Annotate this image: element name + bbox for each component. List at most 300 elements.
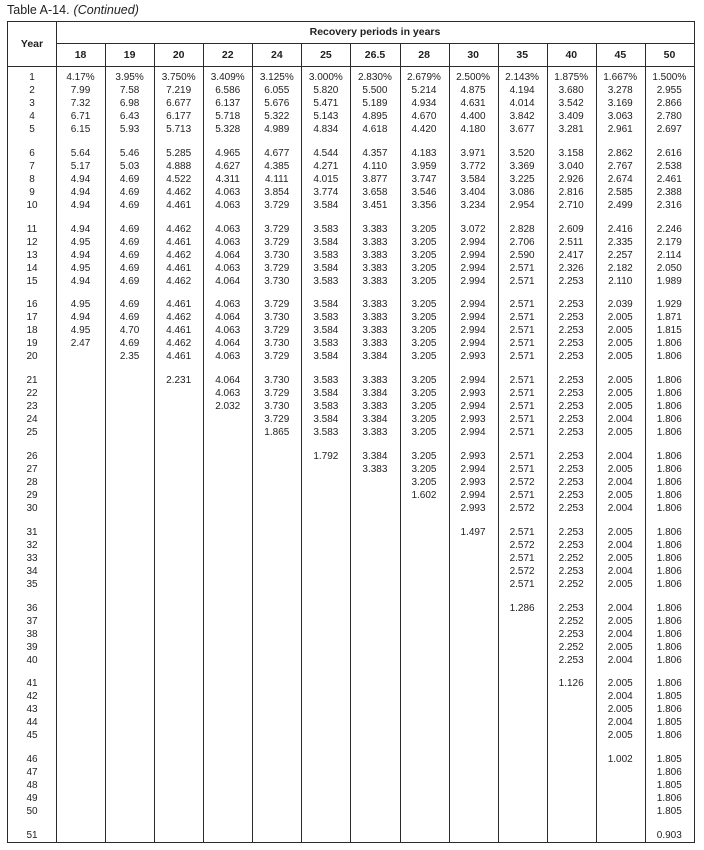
value-cell xyxy=(154,602,203,615)
value-cell: 2.004 xyxy=(607,602,633,614)
value-cell xyxy=(399,753,448,766)
value-cell xyxy=(203,413,252,426)
value-cell xyxy=(252,463,301,476)
value-cell: 2.416 xyxy=(607,223,633,235)
value-cell: 3.040 xyxy=(558,160,584,172)
value-cell: 3.95% xyxy=(115,72,144,83)
value-cell xyxy=(56,703,105,716)
year-cell: 39 xyxy=(26,641,38,653)
value-cell: 3.205 xyxy=(411,262,437,274)
value-cell: 2.993 xyxy=(460,351,486,363)
value-cell xyxy=(252,476,301,489)
value-cell: 3.677 xyxy=(509,124,535,135)
value-cell: 2.590 xyxy=(509,249,535,261)
value-cell: 4.95 xyxy=(70,299,91,311)
value-cell: 7.58 xyxy=(119,85,140,96)
value-cell: 3.583 xyxy=(313,249,339,261)
value-cell xyxy=(105,502,154,515)
value-cell xyxy=(596,805,645,818)
value-cell xyxy=(203,792,252,805)
value-cell xyxy=(56,792,105,805)
value-cell: 4.462 xyxy=(166,338,192,350)
value-cell xyxy=(350,829,399,842)
value-cell xyxy=(252,628,301,641)
value-cell xyxy=(449,766,498,779)
value-cell xyxy=(105,753,154,766)
value-cell: 3.063 xyxy=(607,111,633,122)
value-cell xyxy=(203,450,252,463)
year-column-divider xyxy=(56,22,57,842)
value-cell: 4.015 xyxy=(313,173,339,185)
year-cell: 36 xyxy=(26,602,38,614)
value-cell xyxy=(154,615,203,628)
value-cell: 6.055 xyxy=(264,85,290,96)
value-cell xyxy=(399,829,448,842)
value-cell: 3.680 xyxy=(558,85,584,96)
value-cell: 3.729 xyxy=(264,223,290,235)
year-cell: 38 xyxy=(26,628,38,640)
value-cell xyxy=(498,615,547,628)
value-cell xyxy=(350,526,399,539)
value-cell xyxy=(105,476,154,489)
value-cell: 3.383 xyxy=(362,236,388,248)
year-cell: 20 xyxy=(26,351,38,363)
value-cell: 1.806 xyxy=(656,502,682,514)
value-cell: 2.994 xyxy=(460,299,486,311)
value-cell: 2.993 xyxy=(460,450,486,462)
value-cell: 3.383 xyxy=(362,463,388,475)
value-cell: 2.004 xyxy=(607,565,633,577)
year-cell: 29 xyxy=(26,489,38,501)
value-cell: 4.271 xyxy=(313,160,339,172)
value-cell xyxy=(498,805,547,818)
value-cell: 4.69 xyxy=(119,223,140,235)
value-cell: 3.205 xyxy=(411,249,437,261)
value-cell: 2.253 xyxy=(558,450,584,462)
value-cell xyxy=(350,766,399,779)
value-cell: 2.994 xyxy=(460,375,486,387)
value-cell xyxy=(399,805,448,818)
value-cell xyxy=(301,565,350,578)
value-cell: 2.780 xyxy=(656,111,682,122)
value-cell xyxy=(301,703,350,716)
value-cell: 1.806 xyxy=(656,414,682,426)
value-cell: 2.143% xyxy=(505,72,540,83)
table-title xyxy=(7,3,139,17)
value-cell: 3.729 xyxy=(264,236,290,248)
year-cell: 35 xyxy=(26,578,38,590)
value-cell xyxy=(399,729,448,742)
year-cell: 37 xyxy=(26,615,38,627)
period-header-50: 50 xyxy=(663,49,676,61)
value-cell xyxy=(56,502,105,515)
value-cell: 1.806 xyxy=(656,489,682,501)
value-cell: 2.253 xyxy=(558,427,584,439)
value-cell: 3.205 xyxy=(411,463,437,475)
value-cell xyxy=(350,729,399,742)
value-cell: 2.005 xyxy=(607,615,633,627)
value-cell: 3.584 xyxy=(313,325,339,337)
value-cell: 3.205 xyxy=(411,375,437,387)
value-cell: 1.806 xyxy=(656,476,682,488)
value-cell xyxy=(301,753,350,766)
value-cell xyxy=(56,426,105,439)
value-cell: 2.246 xyxy=(656,223,682,235)
value-cell: 1.806 xyxy=(656,615,682,627)
year-column-header: Year xyxy=(20,38,44,50)
value-cell xyxy=(350,502,399,515)
value-cell xyxy=(56,829,105,842)
value-cell: 6.677 xyxy=(166,98,192,109)
year-cell: 19 xyxy=(26,338,38,350)
year-cell: 13 xyxy=(26,249,38,261)
value-cell: 2.388 xyxy=(656,186,682,198)
value-cell: 2.816 xyxy=(558,186,584,198)
year-cell: 41 xyxy=(26,678,38,690)
value-cell xyxy=(154,502,203,515)
value-cell: 3.205 xyxy=(411,427,437,439)
value-cell: 2.005 xyxy=(607,463,633,475)
value-cell: 2.955 xyxy=(656,85,682,96)
value-cell: 2.005 xyxy=(607,578,633,590)
value-cell xyxy=(105,539,154,552)
value-cell: 5.471 xyxy=(313,98,339,109)
value-cell: 1.806 xyxy=(656,730,682,742)
value-cell: 2.571 xyxy=(509,489,535,501)
value-cell xyxy=(56,654,105,667)
value-cell xyxy=(301,766,350,779)
value-cell: 4.94 xyxy=(70,312,91,324)
value-cell: 2.179 xyxy=(656,236,682,248)
year-cell: 7 xyxy=(29,160,35,172)
column-divider xyxy=(449,43,450,842)
value-cell: 4.95 xyxy=(70,236,91,248)
value-cell: 1.806 xyxy=(656,338,682,350)
value-cell: 2.253 xyxy=(558,526,584,538)
value-cell: 2.926 xyxy=(558,173,584,185)
value-cell: 1.806 xyxy=(656,450,682,462)
value-cell: 4.69 xyxy=(119,299,140,311)
value-cell: 2.511 xyxy=(559,236,584,248)
year-cell: 43 xyxy=(26,704,38,716)
year-cell: 21 xyxy=(26,375,38,387)
value-cell xyxy=(56,641,105,654)
value-cell: 4.70 xyxy=(119,325,140,337)
value-cell: 4.462 xyxy=(166,275,192,287)
value-cell: 3.729 xyxy=(264,325,290,337)
value-cell xyxy=(252,526,301,539)
value-cell: 3.000% xyxy=(308,72,343,83)
value-cell: 3.383 xyxy=(362,427,388,439)
value-cell xyxy=(399,628,448,641)
value-cell xyxy=(105,463,154,476)
value-cell xyxy=(301,489,350,502)
value-cell: 2.697 xyxy=(656,124,682,135)
value-cell: 4.677 xyxy=(264,147,290,159)
value-cell: 3.729 xyxy=(264,388,290,400)
value-cell xyxy=(449,703,498,716)
value-cell: 2.004 xyxy=(607,628,633,640)
value-cell: 5.713 xyxy=(166,124,192,135)
value-cell: 2.326 xyxy=(558,262,584,274)
value-cell: 2.005 xyxy=(607,678,633,690)
value-cell xyxy=(56,677,105,690)
value-cell: 3.383 xyxy=(362,275,388,287)
value-cell: 4.462 xyxy=(166,249,192,261)
value-cell: 3.225 xyxy=(509,173,535,185)
value-cell: 3.583 xyxy=(313,427,339,439)
value-cell: 4.95 xyxy=(70,262,91,274)
value-cell: 1.805 xyxy=(656,717,682,729)
value-cell xyxy=(350,716,399,729)
value-cell xyxy=(56,400,105,413)
value-cell: 2.005 xyxy=(607,312,633,324)
value-cell: 4.180 xyxy=(460,124,486,135)
value-cell: 4.618 xyxy=(362,124,388,135)
value-cell xyxy=(547,792,596,805)
value-cell xyxy=(350,565,399,578)
value-cell: 1.806 xyxy=(656,427,682,439)
value-cell: 2.609 xyxy=(558,223,584,235)
value-cell: 2.674 xyxy=(607,173,633,185)
value-cell: 2.571 xyxy=(509,401,535,413)
value-cell: 3.584 xyxy=(313,351,339,363)
value-cell: 3.205 xyxy=(411,312,437,324)
value-cell xyxy=(498,628,547,641)
value-cell: 2.571 xyxy=(509,312,535,324)
value-cell xyxy=(498,729,547,742)
value-cell: 2.253 xyxy=(558,654,584,666)
value-cell: 2.500% xyxy=(456,72,490,83)
value-cell xyxy=(56,716,105,729)
value-cell: 4.989 xyxy=(264,124,290,135)
value-cell: 5.17 xyxy=(70,160,91,172)
value-cell xyxy=(56,539,105,552)
value-cell: 2.572 xyxy=(509,565,535,577)
year-cell: 28 xyxy=(26,476,38,488)
column-divider xyxy=(547,43,548,842)
value-cell: 1.002 xyxy=(607,754,633,766)
value-cell: 4.69 xyxy=(119,199,140,211)
value-cell: 2.335 xyxy=(607,236,633,248)
value-cell xyxy=(203,703,252,716)
value-cell: 1.815 xyxy=(656,325,682,337)
value-cell: 2.538 xyxy=(656,160,682,172)
year-cell: 18 xyxy=(26,325,38,337)
value-cell: 3.356 xyxy=(411,199,437,211)
value-cell: 2.994 xyxy=(460,325,486,337)
value-cell xyxy=(350,602,399,615)
column-divider xyxy=(154,43,155,842)
value-cell: 5.500 xyxy=(362,85,388,96)
value-cell: 3.584 xyxy=(313,199,339,211)
macrs-depreciation-table xyxy=(7,21,695,843)
value-cell xyxy=(301,526,350,539)
value-cell: 5.718 xyxy=(215,111,241,122)
value-cell: 4.462 xyxy=(166,223,192,235)
value-cell: 1.865 xyxy=(264,427,290,439)
value-cell: 4.063 xyxy=(215,236,241,248)
year-cell: 24 xyxy=(26,414,38,426)
value-cell: 4.69 xyxy=(119,249,140,261)
value-cell: 2.114 xyxy=(657,249,682,261)
value-cell xyxy=(56,690,105,703)
value-cell: 3.542 xyxy=(558,98,584,109)
value-cell xyxy=(154,578,203,591)
value-cell xyxy=(399,716,448,729)
value-cell xyxy=(449,552,498,565)
value-cell: 3.730 xyxy=(264,375,290,387)
value-cell: 3.583 xyxy=(313,401,339,413)
value-cell: 0.903 xyxy=(656,829,682,841)
value-cell xyxy=(498,716,547,729)
value-cell: 2.257 xyxy=(607,249,633,261)
value-cell: 5.03 xyxy=(119,160,140,172)
value-cell: 4.111 xyxy=(265,173,289,185)
value-cell: 3.750% xyxy=(161,72,196,83)
value-cell xyxy=(252,805,301,818)
value-cell xyxy=(449,539,498,552)
value-cell xyxy=(301,476,350,489)
value-cell xyxy=(350,654,399,667)
value-cell xyxy=(498,690,547,703)
value-cell: 3.854 xyxy=(264,186,290,198)
value-cell xyxy=(56,628,105,641)
value-cell: 2.005 xyxy=(607,641,633,653)
value-cell: 3.086 xyxy=(509,186,535,198)
value-cell xyxy=(350,792,399,805)
value-cell xyxy=(399,539,448,552)
value-cell xyxy=(596,792,645,805)
value-cell: 4.965 xyxy=(215,147,241,159)
value-cell xyxy=(547,753,596,766)
value-cell xyxy=(498,641,547,654)
value-cell xyxy=(399,615,448,628)
value-cell: 2.571 xyxy=(509,427,535,439)
value-cell: 4.461 xyxy=(166,199,192,211)
value-cell: 4.69 xyxy=(119,312,140,324)
value-cell: 5.285 xyxy=(166,147,192,159)
value-cell: 1.500% xyxy=(652,72,687,83)
value-cell: 3.383 xyxy=(362,401,388,413)
value-cell xyxy=(350,753,399,766)
value-cell: 4.934 xyxy=(411,98,437,109)
value-cell xyxy=(252,539,301,552)
year-cell: 4 xyxy=(29,111,35,122)
value-cell xyxy=(105,400,154,413)
value-cell xyxy=(105,552,154,565)
value-cell: 4.462 xyxy=(166,312,192,324)
value-cell: 4.064 xyxy=(215,249,241,261)
value-cell xyxy=(350,578,399,591)
value-cell: 6.15 xyxy=(70,124,91,135)
value-cell: 3.584 xyxy=(313,299,339,311)
value-cell: 2.004 xyxy=(607,717,633,729)
value-cell: 4.69 xyxy=(119,262,140,274)
value-cell: 3.205 xyxy=(411,401,437,413)
value-cell: 1.805 xyxy=(656,691,682,703)
value-cell xyxy=(203,502,252,515)
value-cell xyxy=(350,805,399,818)
value-cell xyxy=(154,426,203,439)
year-cell: 3 xyxy=(29,98,35,109)
value-cell xyxy=(203,476,252,489)
period-header-35: 35 xyxy=(516,49,529,61)
value-cell xyxy=(547,805,596,818)
value-cell: 3.584 xyxy=(313,236,339,248)
value-cell: 2.004 xyxy=(607,691,633,703)
value-cell: 3.971 xyxy=(460,147,486,159)
value-cell xyxy=(547,729,596,742)
value-cell xyxy=(154,654,203,667)
period-header-20: 20 xyxy=(172,49,185,61)
value-cell: 4.95 xyxy=(70,325,91,337)
value-cell: 1.806 xyxy=(656,539,682,551)
value-cell xyxy=(56,552,105,565)
value-cell xyxy=(105,374,154,387)
value-cell xyxy=(399,703,448,716)
year-cell: 40 xyxy=(26,654,38,666)
value-cell: 2.252 xyxy=(558,578,584,590)
value-cell: 2.005 xyxy=(607,704,633,716)
value-cell: 4.183 xyxy=(411,147,437,159)
value-cell: 2.253 xyxy=(558,401,584,413)
value-cell: 4.064 xyxy=(215,312,241,324)
value-cell xyxy=(105,602,154,615)
value-cell: 4.69 xyxy=(119,275,140,287)
value-cell xyxy=(449,829,498,842)
value-cell xyxy=(56,413,105,426)
value-cell xyxy=(399,779,448,792)
value-cell: 2.828 xyxy=(509,223,535,235)
table-title-continued: (Continued) xyxy=(73,3,139,17)
value-cell: 3.747 xyxy=(411,173,437,185)
value-cell xyxy=(154,476,203,489)
value-cell xyxy=(252,829,301,842)
value-cell xyxy=(56,565,105,578)
value-cell: 4.94 xyxy=(70,223,91,235)
value-cell: 1.805 xyxy=(656,754,682,766)
value-cell: 3.205 xyxy=(411,388,437,400)
value-cell: 1.126 xyxy=(558,678,584,690)
value-cell xyxy=(547,690,596,703)
value-cell: 2.572 xyxy=(509,502,535,514)
column-divider xyxy=(645,43,646,842)
value-cell: 3.730 xyxy=(264,338,290,350)
value-cell xyxy=(203,565,252,578)
value-cell: 2.994 xyxy=(460,489,486,501)
value-cell: 2.994 xyxy=(460,312,486,324)
value-cell: 2.005 xyxy=(607,489,633,501)
value-cell: 4.420 xyxy=(411,124,437,135)
value-cell xyxy=(547,829,596,842)
value-cell: 2.571 xyxy=(509,388,535,400)
value-cell xyxy=(399,578,448,591)
value-cell: 3.205 xyxy=(411,299,437,311)
value-cell: 4.522 xyxy=(166,173,192,185)
value-cell xyxy=(105,426,154,439)
value-cell: 2.005 xyxy=(607,427,633,439)
value-cell: 3.384 xyxy=(362,351,388,363)
value-cell xyxy=(498,753,547,766)
year-cell: 42 xyxy=(26,691,38,703)
value-cell xyxy=(399,552,448,565)
value-cell: 3.877 xyxy=(362,173,388,185)
value-cell xyxy=(449,615,498,628)
value-cell xyxy=(154,703,203,716)
value-cell xyxy=(154,766,203,779)
value-cell xyxy=(105,677,154,690)
